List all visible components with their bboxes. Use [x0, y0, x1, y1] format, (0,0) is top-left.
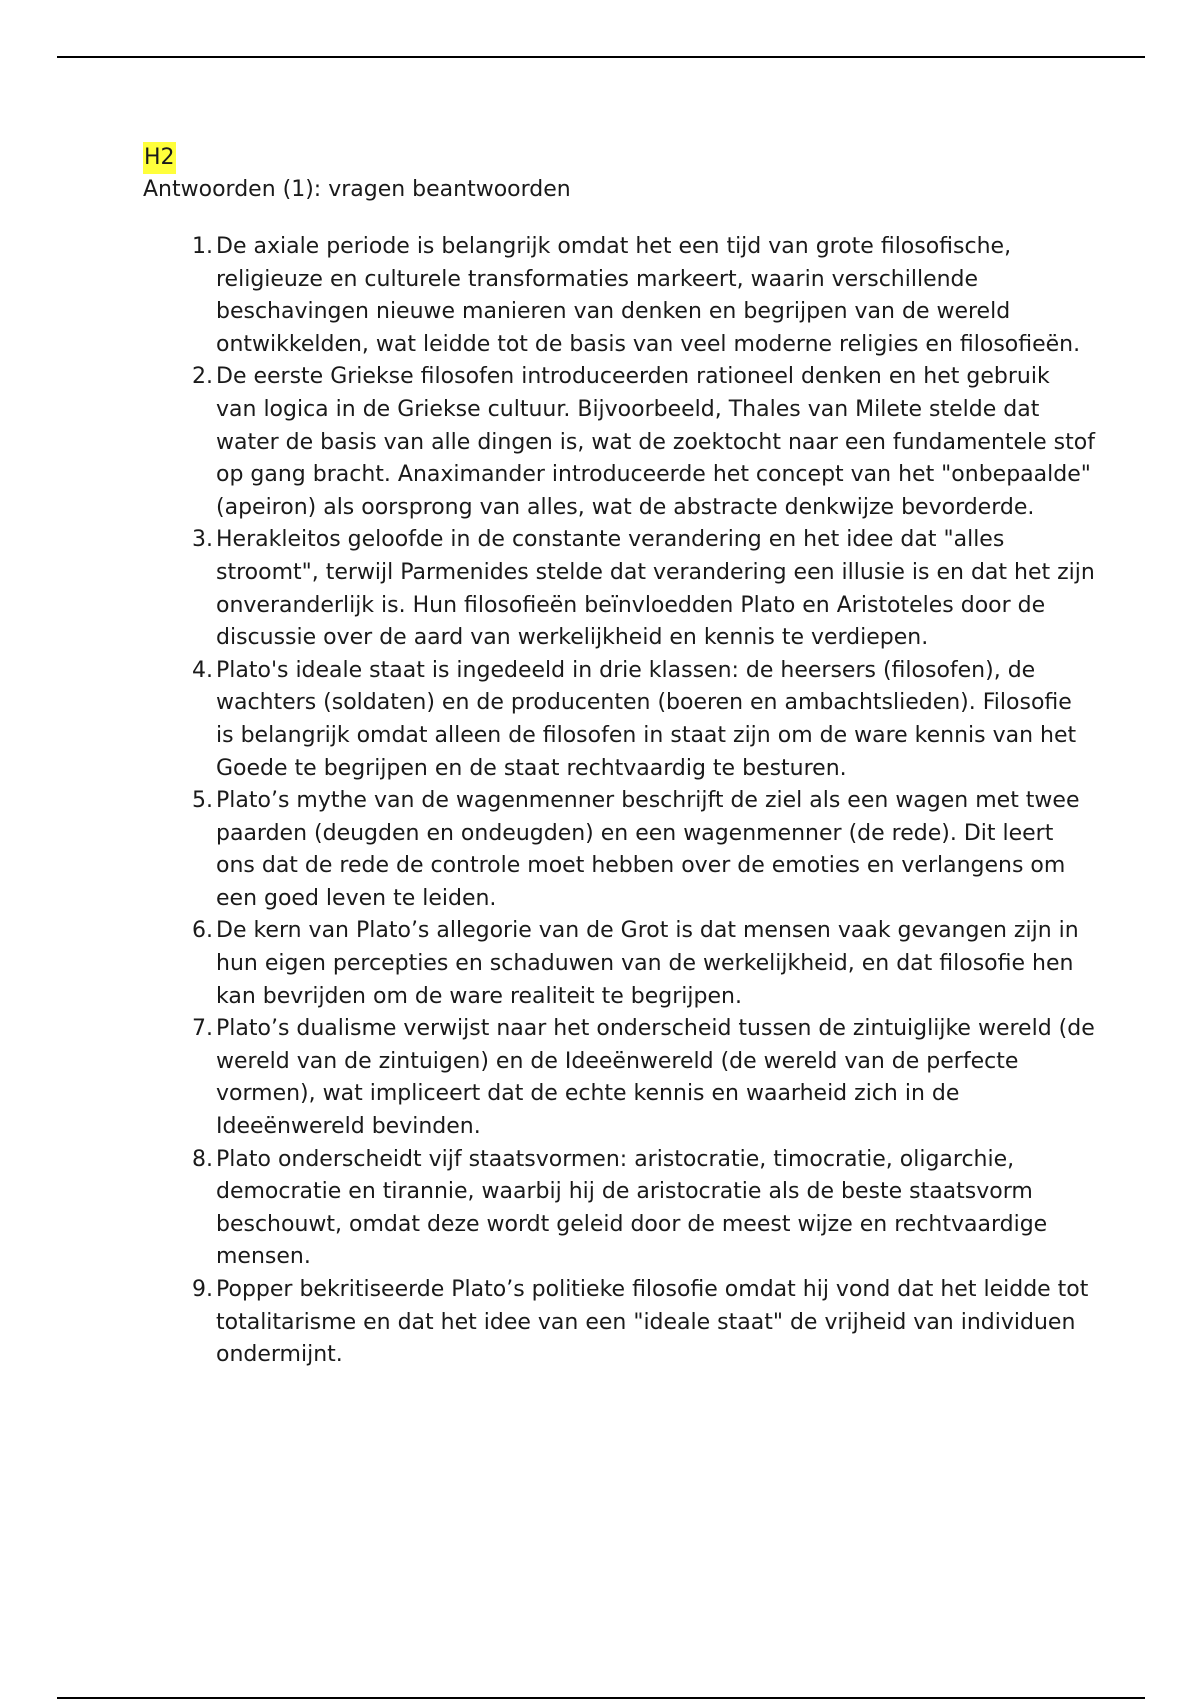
list-item-number: 9.: [192, 1277, 213, 1302]
document-body: [143, 142, 1095, 1372]
list-item-text: Plato onderscheidt vijf staatsvormen: aristocratie, timocratie, oligarchie, democratie en tirannie, waarbij hij de aristocratie als de beste staatsvorm beschouwt, omdat deze wordt geleid door de meest wijze en rechtvaardige mensen.: [216, 1146, 1048, 1270]
list-item-text: Popper bekritiseerde Plato’s politieke filosofie omdat hij vond dat het leidde tot totalitarisme en dat het idee van een "ideale staat" de vrijheid van individuen ondermijnt.: [216, 1277, 1089, 1368]
top-rule: [57, 56, 1145, 58]
document-subtitle: Antwoorden (1): vragen beantwoorden: [143, 177, 571, 202]
heading-line: [143, 142, 1063, 174]
list-item: [143, 524, 1096, 654]
list-item: [143, 361, 1096, 524]
list-item-text: Herakleitos geloofde in de constante verandering en het idee dat "alles stroomt", terwijl Parmenides stelde dat verandering een illusie is en dat het zijn onveranderlijk is. Hun filosofieën beïnvloedden Plato en Aristoteles door de discussie over de aard van werkelijkheid en kennis te verdiepen.: [216, 527, 1095, 651]
list-item-text: Plato's ideale staat is ingedeeld in drie klassen: de heersers (filosofen), de wachters (soldaten) en de producenten (boeren en ambachtslieden). Filosofie is belangrijk omdat alleen de filosofen in staat zijn om de ware kennis van het Goede te begrijpen en de staat rechtvaardig te besturen.: [216, 657, 1077, 781]
list-item: [143, 231, 1096, 361]
list-item-number: 8.: [192, 1146, 213, 1172]
list-item: [143, 655, 1096, 785]
highlighted-heading: H2: [143, 142, 176, 174]
list-item-text: De eerste Griekse filosofen introduceerden rationeel denken en het gebruik van logica in de Griekse cultuur. Bijvoorbeeld, Thales van Milete stelde dat water de basis van alle dingen is, wat de zoektocht naar een fundamentele stof op gang bracht. Anaximander introduceerde het concept van het "onbepaalde" (apeiron) als oorsprong van alles, wat de abstracte denkwijze bevorderde.: [216, 364, 1095, 520]
list-item-text: De kern van Plato’s allegorie van de Grot is dat mensen vaak gevangen zijn in hun eigen percepties en schaduwen van de werkelijkheid, en dat filosofie hen kan bevrijden om de ware realiteit te begrijpen.: [216, 918, 1079, 1009]
list-item-text: Plato’s dualisme verwijst naar het onderscheid tussen de zintuiglijke wereld (de wereld van de zintuigen) en de Ideeënwereld (de wereld van de perfecte vormen), wat impliceert dat de echte kennis en waarheid zich in de Ideeënwereld bevinden.: [216, 1016, 1095, 1140]
list-item-number: 7.: [192, 1016, 213, 1042]
list-item: [143, 915, 1096, 1013]
list-item-number: 1.: [192, 234, 213, 259]
list-item-number: 2.: [192, 364, 213, 390]
list-item: [143, 785, 1096, 915]
list-item: [143, 1274, 1096, 1372]
bottom-rule: [57, 1697, 1145, 1699]
answers-list: [143, 231, 1095, 1372]
list-item-text: De axiale periode is belangrijk omdat het een tijd van grote filosofische, religieuze en culturele transformaties markeert, waarin verschillende beschavingen nieuwe manieren van denken en begrijpen van de wereld ontwikkelden, wat leidde tot de basis van veel moderne religies en filosofieën.: [216, 234, 1081, 357]
list-item-number: 6.: [192, 918, 213, 944]
list-item-number: 3.: [192, 527, 213, 553]
list-item-number: 5.: [192, 788, 213, 814]
list-item-number: 4.: [192, 657, 213, 683]
list-item: [143, 1013, 1096, 1143]
list-item: [143, 1144, 1096, 1274]
list-item-text: Plato’s mythe van de wagenmenner beschrijft de ziel als een wagen met twee paarden (deugden en ondeugden) en een wagenmenner (de rede). Dit leert ons dat de rede de controle moet hebben over de emoties en verlangens om een goed leven te leiden.: [216, 788, 1080, 911]
